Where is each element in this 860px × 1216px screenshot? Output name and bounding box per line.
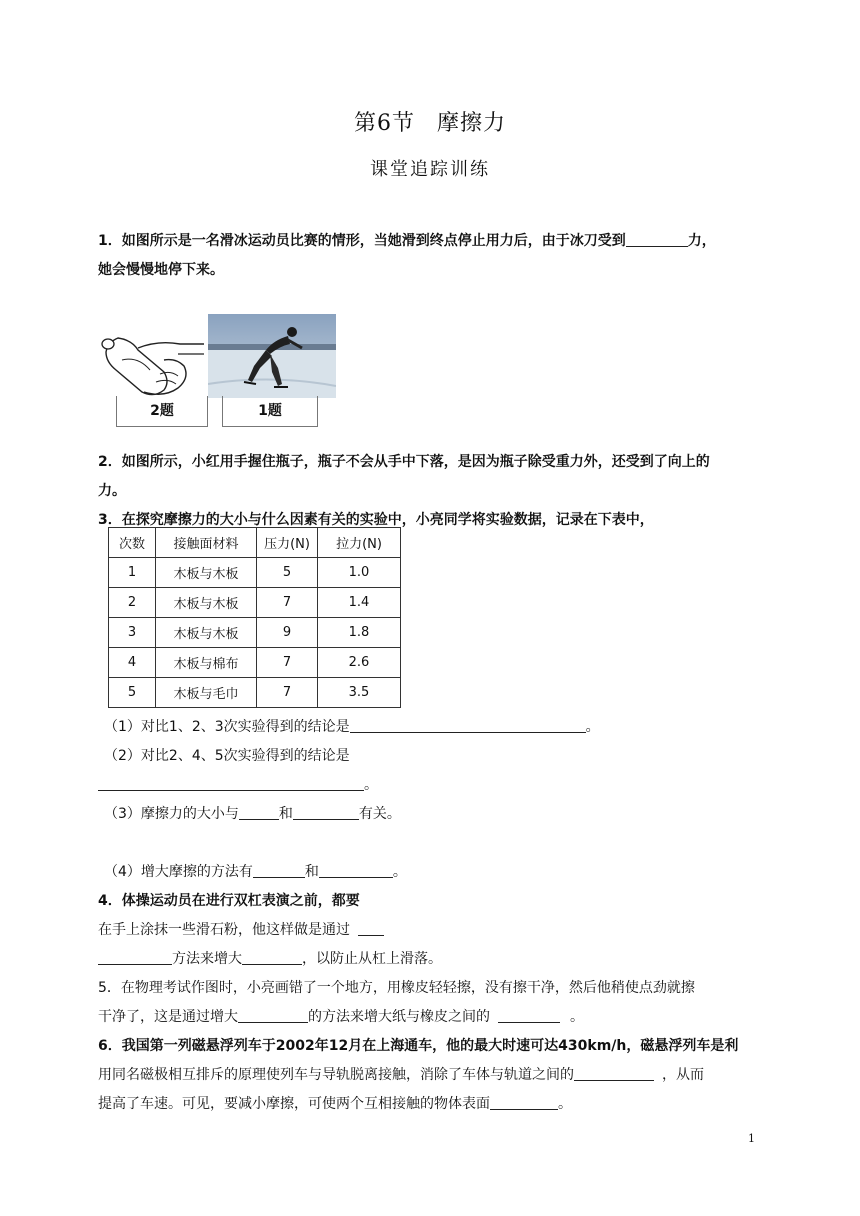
q3-sub4-text: （4）增大摩擦的方法有	[104, 864, 253, 880]
q5-line2-text: 干净了，这是通过增大	[98, 1009, 238, 1025]
q2-line1: 2．如图所示，小红用手握住瓶子，瓶子不会从手中下落，是因为瓶子除受重力外，还受到了向上的	[98, 454, 710, 470]
period: 。	[585, 719, 600, 735]
q4-line3-text: 方法来增大	[172, 951, 242, 967]
q3-sub1-text: （1）对比1、2、3次实验得到的结论是	[104, 719, 350, 735]
q1-line1	[98, 230, 716, 250]
table-header-row	[109, 528, 401, 558]
table-row	[109, 678, 401, 708]
table-cell: 1	[109, 558, 156, 588]
q6-line1: 6．我国第一列磁悬浮列车于2002年12月在上海通车，他的最大时速可达430km/h，磁悬浮列车是利	[98, 1038, 739, 1054]
page-title	[0, 106, 860, 137]
figure-1-caption: 1题	[222, 396, 318, 427]
table-cell: 2.6	[318, 648, 401, 678]
section-title: 摩擦力	[436, 111, 506, 136]
q3-sub2-answer	[98, 774, 378, 794]
section-number: 第6节	[353, 111, 415, 136]
q1-text-end: 力，	[687, 233, 716, 249]
table-row	[109, 618, 401, 648]
q5-line2	[98, 1006, 584, 1026]
q3-sub3-blank1[interactable]	[239, 805, 279, 820]
q3-sub4	[104, 861, 407, 881]
table-header: 次数	[109, 528, 156, 558]
table-cell: 木板与木板	[156, 558, 257, 588]
q4-line3	[98, 948, 442, 968]
period: 。	[364, 777, 378, 793]
speed-skater-photo	[208, 314, 336, 398]
table-header: 压力(N)	[257, 528, 318, 558]
table-header: 拉力(N)	[318, 528, 401, 558]
q6-line2	[98, 1064, 704, 1084]
table-row	[109, 648, 401, 678]
table-header: 接触面材料	[156, 528, 257, 558]
q3-sub4-blank1[interactable]	[253, 863, 305, 878]
q5-blank2[interactable]	[498, 1008, 560, 1023]
q4-line2-text: 在手上涂抹一些滑石粉，他这样做是通过	[98, 922, 350, 938]
page-number: 1	[748, 1132, 755, 1145]
period: 。	[392, 864, 407, 880]
table-cell: 1.0	[318, 558, 401, 588]
q6-line2-text: 用同名磁极相互排斥的原理使列车与导轨脱离接触，消除了车体与轨道之间的	[98, 1067, 574, 1083]
q1-text: 1．如图所示是一名滑冰运动员比赛的情形，当她滑到终点停止用力后，由于冰刀受到	[98, 233, 626, 249]
q3-intro: 3．在探究摩擦力的大小与什么因素有关的实验中，小亮同学将实验数据，记录在下表中，	[98, 512, 654, 528]
experiment-table	[108, 527, 401, 708]
table-cell: 木板与木板	[156, 618, 257, 648]
q4-blank3[interactable]	[242, 950, 302, 965]
table-row	[109, 588, 401, 618]
q5-line2-mid: 的方法来增大纸与橡皮之间的	[308, 1009, 490, 1025]
q4-blank1[interactable]	[358, 921, 384, 936]
q6-line3-end: 。	[558, 1096, 572, 1112]
q3-sub4-and: 和	[304, 864, 319, 880]
q6-line3-text: 提高了车速。可见，要减小摩擦，可使两个互相接触的物体表面	[98, 1096, 490, 1112]
table-cell: 3	[109, 618, 156, 648]
q4-line3-end: ，以防止从杠上滑落。	[302, 951, 442, 967]
table-cell: 木板与棉布	[156, 648, 257, 678]
q3-sub2: （2）对比2、4、5次实验得到的结论是	[104, 748, 350, 764]
q3-sub2-blank[interactable]	[98, 776, 364, 791]
table-cell: 7	[257, 678, 318, 708]
figure-2-caption: 2题	[116, 396, 208, 427]
table-cell: 1.4	[318, 588, 401, 618]
table-cell: 7	[257, 648, 318, 678]
table-cell: 9	[257, 618, 318, 648]
q3-sub4-blank2[interactable]	[319, 863, 393, 878]
q4-line1: 4．体操运动员在进行双杠表演之前，都要	[98, 893, 360, 909]
q3-sub1	[104, 716, 600, 736]
table-cell: 3.5	[318, 678, 401, 708]
q2-line2: 力。	[98, 483, 126, 499]
table-cell: 5	[109, 678, 156, 708]
bottle-hand-figure	[98, 330, 206, 398]
table-cell: 木板与毛巾	[156, 678, 257, 708]
q6-line3	[98, 1093, 572, 1113]
q4-line2	[98, 919, 384, 939]
table-cell: 5	[257, 558, 318, 588]
q3-sub3-end: 有关。	[358, 806, 401, 822]
q1-blank[interactable]	[626, 232, 688, 247]
table-cell: 木板与木板	[156, 588, 257, 618]
q5-line2-end: 。	[570, 1009, 584, 1025]
q4-blank2[interactable]	[98, 950, 172, 965]
table-cell: 4	[109, 648, 156, 678]
q3-sub3-blank2[interactable]	[293, 805, 359, 820]
table-cell: 7	[257, 588, 318, 618]
q5-line1: 5．在物理考试作图时，小亮画错了一个地方，用橡皮轻轻擦，没有擦干净，然后他稍使点劲就擦	[98, 980, 695, 996]
table-row	[109, 558, 401, 588]
q5-blank1[interactable]	[238, 1008, 308, 1023]
q3-sub3-text: （3）摩擦力的大小与	[104, 806, 239, 822]
q3-sub1-blank[interactable]	[350, 718, 586, 733]
q3-sub3	[104, 803, 401, 823]
table-cell: 1.8	[318, 618, 401, 648]
q6-blank1[interactable]	[574, 1066, 654, 1081]
page-subtitle: 课堂追踪训练	[370, 159, 490, 180]
q6-blank2[interactable]	[490, 1095, 558, 1110]
q1-line2: 她会慢慢地停下来。	[98, 262, 224, 278]
q3-sub3-and: 和	[278, 806, 293, 822]
q6-line2-end: ，从而	[662, 1067, 704, 1083]
table-cell: 2	[109, 588, 156, 618]
